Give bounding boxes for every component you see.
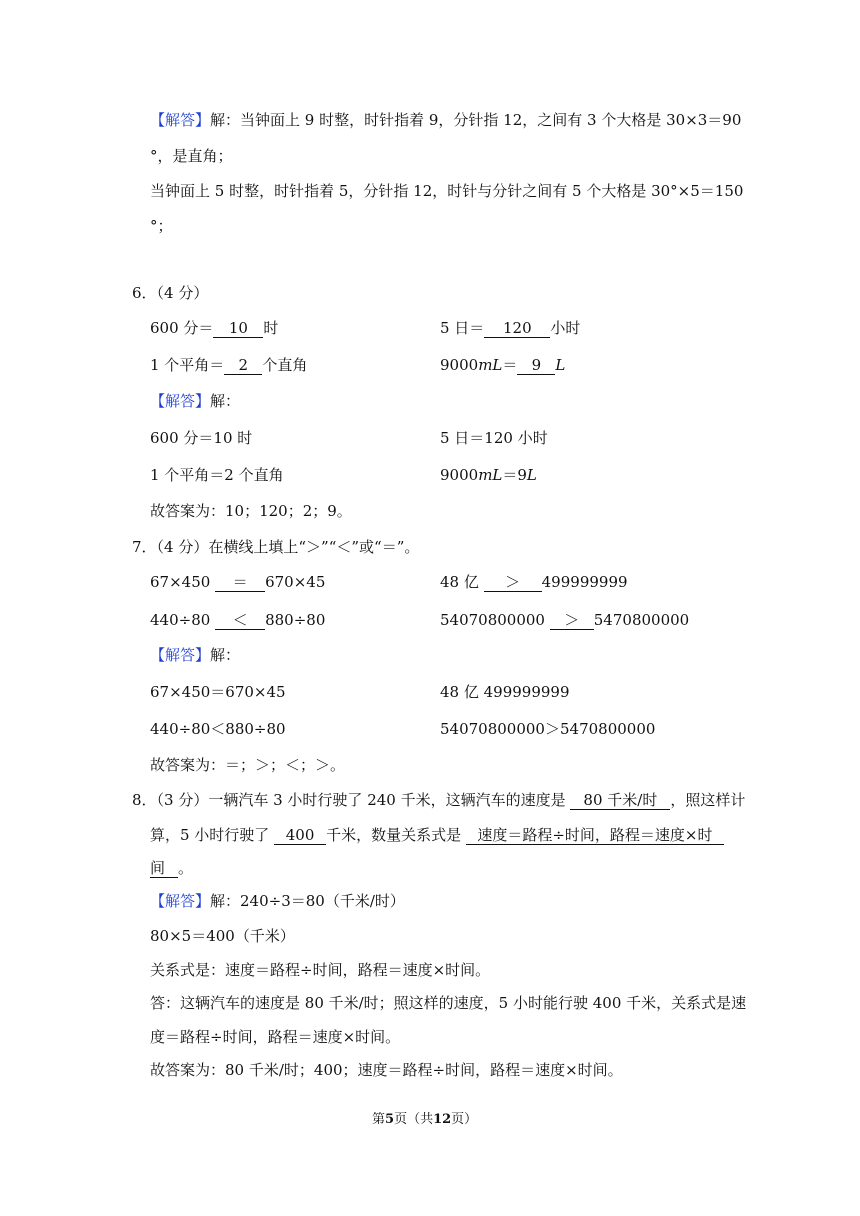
q6-heading: 6．（4 分） (132, 284, 209, 302)
q6-fill-1b-pre: 5 日＝ (440, 319, 485, 337)
q6-fill-1b-post: 小时 (550, 319, 581, 337)
answer-blank: 120 (484, 319, 550, 338)
q7-heading: 7．（4 分）在横线上填上“＞”“＜”或“＝”。 (132, 538, 420, 556)
q7-final-answer: 故答案为：＝；＞；＜；＞。 (150, 756, 346, 774)
answer-blank: 9 (517, 356, 555, 375)
page-total: 12 (433, 1112, 452, 1127)
q6-solution-2b-mid: ＝9 (502, 466, 527, 484)
q6-fill-2a-pre: 1 个平角＝ (150, 356, 225, 374)
answer-blank: 2 (224, 356, 262, 375)
q7-fill-2b (440, 610, 689, 630)
q7-solution-2a: 440÷80＜880÷80 (150, 720, 286, 738)
q6-solution-2b-unit1: mL (478, 466, 503, 484)
answer-blank: 速度＝路程÷时间，路程＝速度×时 (466, 826, 724, 845)
q7-solution-2b: 54070800000＞5470800000 (440, 720, 656, 738)
q5-text-1: 解：当钟面上 9 时整，时针指着 9，分针指 12，之间有 3 个大格是 30×3＝90 (210, 111, 742, 129)
q6-fill-1b (440, 318, 580, 338)
footer-post: 页） (451, 1112, 478, 1127)
q8-line-3 (150, 858, 193, 878)
answer-blank: ＜ (215, 611, 265, 630)
q8-line-1 (132, 790, 745, 810)
q7-fill-1a-pre: 67×450 (150, 573, 211, 591)
q6-final-answer: 故答案为：10；120；2；9。 (150, 502, 352, 520)
answer-tag: 【解答】 (150, 646, 211, 664)
page-number: 5 (385, 1112, 395, 1127)
q7-fill-1b-pre: 48 亿 (440, 573, 479, 591)
answer-blank: 间 (150, 859, 178, 878)
answer-blank: ＞ (484, 573, 542, 592)
q7-solution-1b: 48 亿 499999999 (440, 683, 570, 701)
q6-solution-1a: 600 分＝10 时 (150, 429, 253, 447)
page-footer (372, 1110, 477, 1130)
answer-tag: 【解答】 (150, 392, 211, 410)
q8-line-1-post: ，照这样计 (670, 791, 746, 809)
q7-fill-2b-pre: 54070800000 (440, 611, 545, 629)
answer-blank: ＝ (215, 573, 265, 592)
q6-fill-2b-eq: ＝ (502, 356, 518, 374)
q5-solution-line-1 (150, 110, 741, 130)
q6-fill-2a-post: 个直角 (262, 356, 308, 374)
q5-solution-line-4: °； (150, 217, 173, 235)
q7-solution-text: 解： (210, 646, 241, 664)
q6-solution-text: 解： (210, 392, 241, 410)
q8-line-1-pre: 8．（3 分）一辆汽车 3 小时行驶了 240 千米，这辆汽车的速度是 (132, 791, 566, 809)
q8-solution-head (150, 891, 405, 911)
q8-final-answer: 故答案为：80 千米/时；400；速度＝路程÷时间，路程＝速度×时间。 (150, 1061, 623, 1079)
q6-solution-2b-pre: 9000 (440, 466, 479, 484)
q8-solution-3: 答：这辆汽车的速度是 80 千米/时；照这样的速度，5 小时能行驶 400 千米，关系式是速 (150, 994, 747, 1012)
q6-solution-2a: 1 个平角＝2 个直角 (150, 466, 284, 484)
q6-solution-2b (440, 465, 537, 485)
q6-solution-1b: 5 日＝120 小时 (440, 429, 548, 447)
q6-fill-2b-unit2: L (555, 356, 566, 374)
q8-solution-1: 80×5＝400（千米） (150, 927, 295, 945)
q5-solution-line-3: 当钟面上 5 时整，时针指着 5，分针指 12，时针与分针之间有 5 个大格是 30°×5＝150 (150, 182, 744, 200)
q8-line-3-post: 。 (178, 859, 194, 877)
q7-fill-2b-post: 5470800000 (593, 611, 690, 629)
answer-blank: 80 千米/时 (570, 791, 670, 810)
answer-tag: 【解答】 (150, 111, 211, 129)
footer-mid: 页（共 (394, 1112, 434, 1127)
q7-fill-1b (440, 572, 628, 592)
q6-fill-2b-pre: 9000 (440, 356, 479, 374)
q6-fill-2b (440, 355, 565, 375)
q7-fill-2a-post: 880÷80 (265, 611, 326, 629)
q8-line-2-mid: 千米，数量关系式是 (326, 826, 462, 844)
q6-fill-1a (150, 318, 278, 338)
q7-solution-head (150, 645, 240, 665)
q7-fill-1a-post: 670×45 (265, 573, 326, 591)
q6-fill-2a (150, 355, 307, 375)
q6-solution-2b-unit2: L (526, 466, 537, 484)
q6-fill-1a-pre: 600 分＝ (150, 319, 214, 337)
answer-tag: 【解答】 (150, 892, 211, 910)
answer-blank: ＞ (550, 611, 594, 630)
q7-solution-1a: 67×450＝670×45 (150, 683, 286, 701)
q5-solution-line-2: °，是直角； (150, 147, 233, 165)
q8-solution-4: 度＝路程÷时间，路程＝速度×时间。 (150, 1028, 401, 1046)
q8-line-2-pre: 算，5 小时行驶了 (150, 826, 270, 844)
q7-fill-1b-post: 499999999 (541, 573, 628, 591)
q7-fill-1a (150, 572, 325, 592)
q8-solution-text: 解：240÷3＝80（千米/时） (210, 892, 405, 910)
q6-fill-2b-unit1: mL (478, 356, 503, 374)
q6-fill-1a-post: 时 (263, 319, 279, 337)
q6-solution-head (150, 391, 240, 411)
q7-fill-2a-pre: 440÷80 (150, 611, 211, 629)
footer-pre: 第 (372, 1112, 386, 1127)
answer-blank: 10 (213, 319, 263, 338)
q8-line-2 (150, 825, 724, 845)
q7-fill-2a (150, 610, 325, 630)
q8-solution-2: 关系式是：速度＝路程÷时间，路程＝速度×时间。 (150, 961, 491, 979)
answer-blank: 400 (274, 826, 326, 845)
